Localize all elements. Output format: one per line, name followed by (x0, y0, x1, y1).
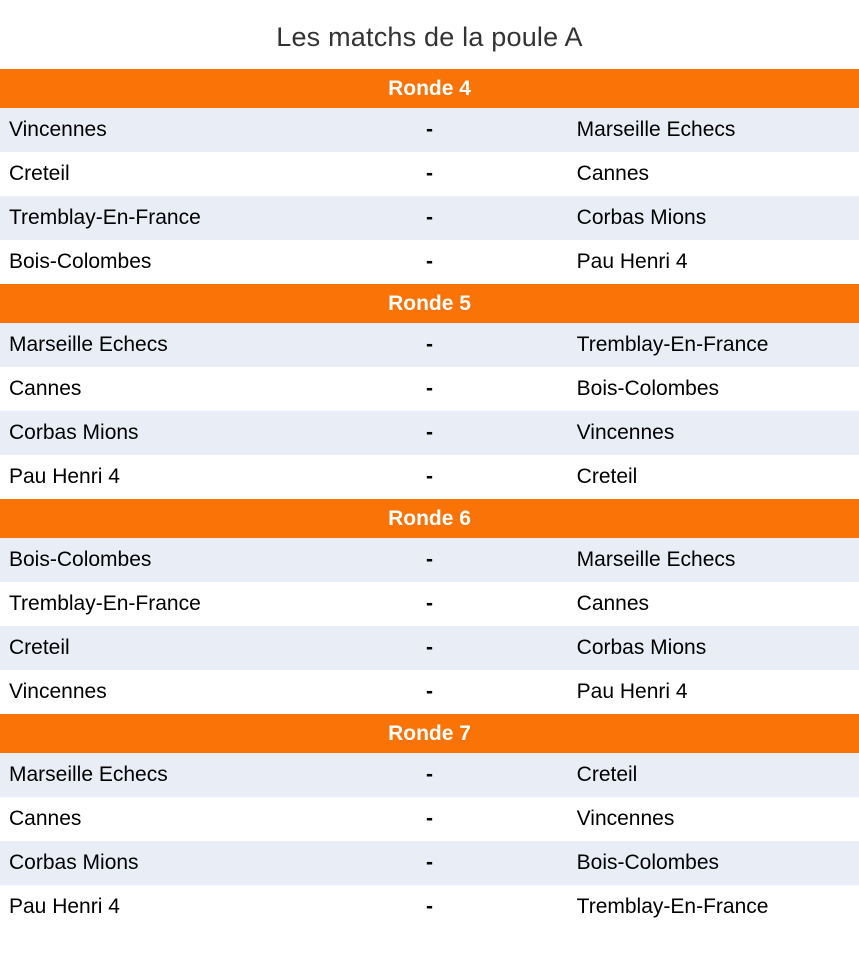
table-row (0, 152, 859, 196)
away-team: Vincennes (573, 411, 859, 455)
match-separator: - (286, 626, 572, 670)
away-team: Corbas Mions (573, 626, 859, 670)
match-separator: - (286, 582, 572, 626)
away-team: Pau Henri 4 (573, 240, 859, 284)
match-separator: - (286, 367, 572, 411)
away-team: Bois-Colombes (573, 367, 859, 411)
home-team: Pau Henri 4 (0, 455, 286, 499)
round-header-row (0, 69, 859, 108)
home-team: Tremblay-En-France (0, 196, 286, 240)
match-separator: - (286, 108, 572, 152)
home-team: Marseille Echecs (0, 753, 286, 797)
match-separator: - (286, 411, 572, 455)
match-separator: - (286, 797, 572, 841)
away-team: Creteil (573, 455, 859, 499)
table-row (0, 841, 859, 885)
home-team: Creteil (0, 626, 286, 670)
round-label: Ronde 5 (0, 284, 859, 323)
table-row (0, 323, 859, 367)
table-row (0, 538, 859, 582)
away-team: Tremblay-En-France (573, 885, 859, 929)
table-row (0, 108, 859, 152)
match-separator: - (286, 323, 572, 367)
home-team: Cannes (0, 797, 286, 841)
away-team: Bois-Colombes (573, 841, 859, 885)
away-team: Cannes (573, 582, 859, 626)
table-row (0, 455, 859, 499)
match-separator: - (286, 240, 572, 284)
table-row (0, 367, 859, 411)
round-header-row (0, 714, 859, 753)
away-team: Pau Henri 4 (573, 670, 859, 714)
schedule-table (0, 69, 859, 929)
home-team: Marseille Echecs (0, 323, 286, 367)
home-team: Corbas Mions (0, 841, 286, 885)
table-row (0, 885, 859, 929)
home-team: Vincennes (0, 670, 286, 714)
match-separator: - (286, 753, 572, 797)
away-team: Cannes (573, 152, 859, 196)
away-team: Tremblay-En-France (573, 323, 859, 367)
round-header-row (0, 284, 859, 323)
home-team: Bois-Colombes (0, 240, 286, 284)
match-separator: - (286, 841, 572, 885)
table-row (0, 753, 859, 797)
round-label: Ronde 4 (0, 69, 859, 108)
away-team: Marseille Echecs (573, 538, 859, 582)
away-team: Creteil (573, 753, 859, 797)
home-team: Creteil (0, 152, 286, 196)
round-header-row (0, 499, 859, 538)
home-team: Vincennes (0, 108, 286, 152)
home-team: Bois-Colombes (0, 538, 286, 582)
match-separator: - (286, 152, 572, 196)
table-row (0, 670, 859, 714)
home-team: Cannes (0, 367, 286, 411)
page-title: Les matchs de la poule A (276, 22, 583, 52)
table-row (0, 411, 859, 455)
match-separator: - (286, 455, 572, 499)
home-team: Tremblay-En-France (0, 582, 286, 626)
table-row (0, 797, 859, 841)
table-row (0, 582, 859, 626)
match-separator: - (286, 538, 572, 582)
schedule-table-body (0, 69, 859, 929)
table-row (0, 626, 859, 670)
away-team: Marseille Echecs (573, 108, 859, 152)
home-team: Pau Henri 4 (0, 885, 286, 929)
away-team: Corbas Mions (573, 196, 859, 240)
round-label: Ronde 7 (0, 714, 859, 753)
match-separator: - (286, 885, 572, 929)
table-row (0, 196, 859, 240)
round-label: Ronde 6 (0, 499, 859, 538)
match-separator: - (286, 196, 572, 240)
table-row (0, 240, 859, 284)
away-team: Vincennes (573, 797, 859, 841)
home-team: Corbas Mions (0, 411, 286, 455)
match-separator: - (286, 670, 572, 714)
